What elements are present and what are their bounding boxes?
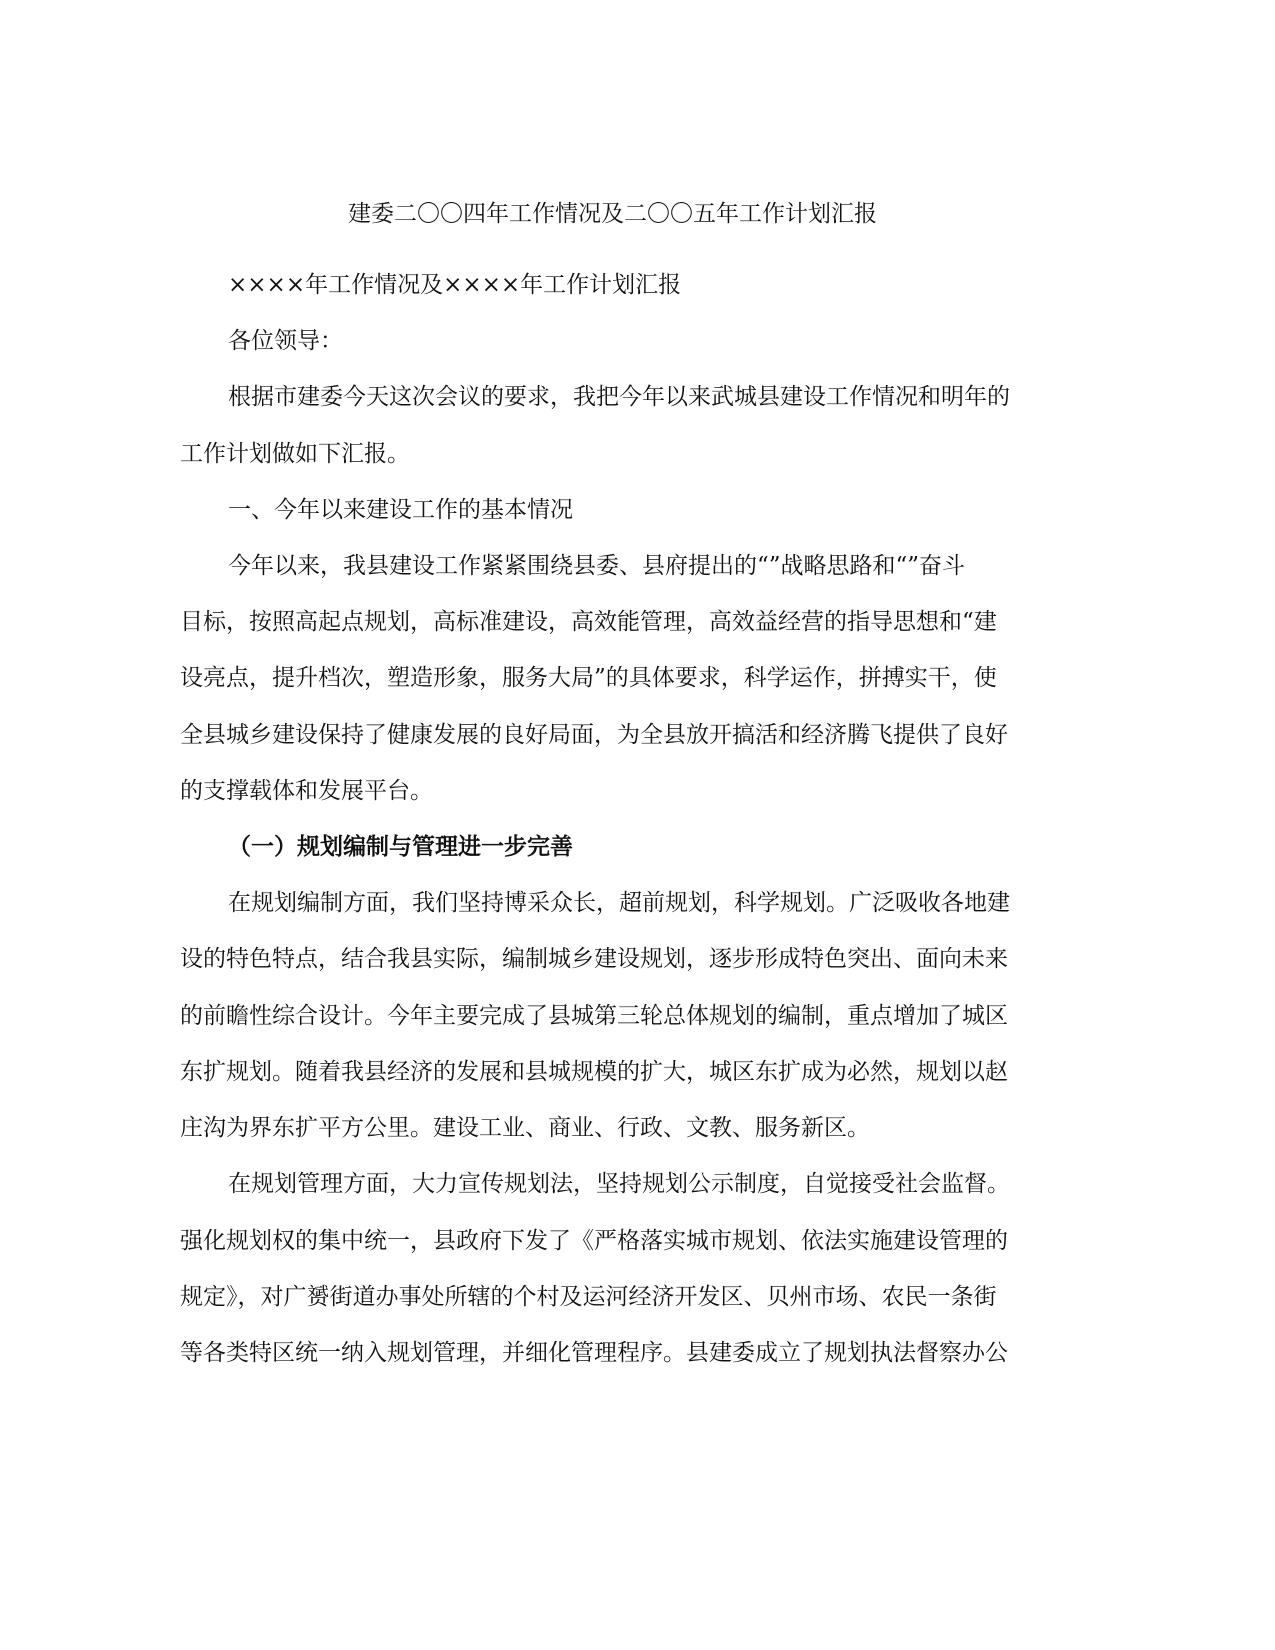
paragraph-line: 等各类特区统一纳入规划管理，并细化管理程序。县建委成立了规划执法督察办公 bbox=[180, 1340, 1008, 1366]
paragraph-line: 在规划管理方面，大力宣传规划法，坚持规划公示制度，自觉接受社会监督。 bbox=[228, 1171, 1010, 1197]
subsection-heading: （一）规划编制与管理进一步完善 bbox=[228, 834, 573, 860]
paragraph-line: 目标，按照高起点规划，高标准建设，高效能管理，高效益经营的指导思想和“建 bbox=[180, 609, 997, 635]
paragraph-line: 的前瞻性综合设计。今年主要完成了县城第三轮总体规划的编制，重点增加了城区 bbox=[180, 1003, 1008, 1029]
paragraph-line: 规定》，对广赟街道办事处所辖的个村及运河经济开发区、贝州市场、农民一条街 bbox=[180, 1284, 997, 1310]
paragraph-line: 根据市建委今天这次会议的要求，我把今年以来武城县建设工作情况和明年的 bbox=[228, 384, 1010, 410]
document-subtitle: ××××年工作情况及××××年工作计划汇报 bbox=[228, 272, 682, 298]
paragraph-line: 今年以来，我县建设工作紧紧围绕县委、县府提出的“”战略思路和“”奋斗 bbox=[228, 553, 966, 579]
paragraph-line: 东扩规划。随着我县经济的发展和县城规模的扩大，城区东扩成为必然，规划以赵 bbox=[180, 1059, 1008, 1085]
paragraph-line: 工作计划做如下汇报。 bbox=[180, 441, 410, 467]
paragraph-line: 设亮点，提升档次，塑造形象，服务大局”的具体要求，科学运作，拼搏实干，使 bbox=[180, 665, 997, 691]
section-heading: 一、今年以来建设工作的基本情况 bbox=[228, 497, 573, 523]
paragraph-line: 强化规划权的集中统一，县政府下发了《严格落实城市规划、依法实施建设管理的 bbox=[180, 1228, 1008, 1254]
paragraph-line: 庄沟为界东扩平方公里。建设工业、商业、行政、文教、服务新区。 bbox=[180, 1115, 870, 1141]
salutation: 各位领导： bbox=[228, 328, 343, 354]
paragraph-line: 全县城乡建设保持了健康发展的良好局面，为全县放开搞活和经济腾飞提供了良好 bbox=[180, 722, 1008, 748]
paragraph-line: 设的特色特点，结合我县实际，编制城乡建设规划，逐步形成特色突出、面向未来 bbox=[180, 946, 1008, 972]
paragraph-line: 的支撑载体和发展平台。 bbox=[180, 778, 433, 804]
paragraph-line: 在规划编制方面，我们坚持博采众长，超前规划，科学规划。广泛吸收各地建 bbox=[228, 890, 1010, 916]
document-page bbox=[180, 0, 1045, 1650]
document-title: 建委二〇〇四年工作情况及二〇〇五年工作计划汇报 bbox=[348, 201, 877, 227]
